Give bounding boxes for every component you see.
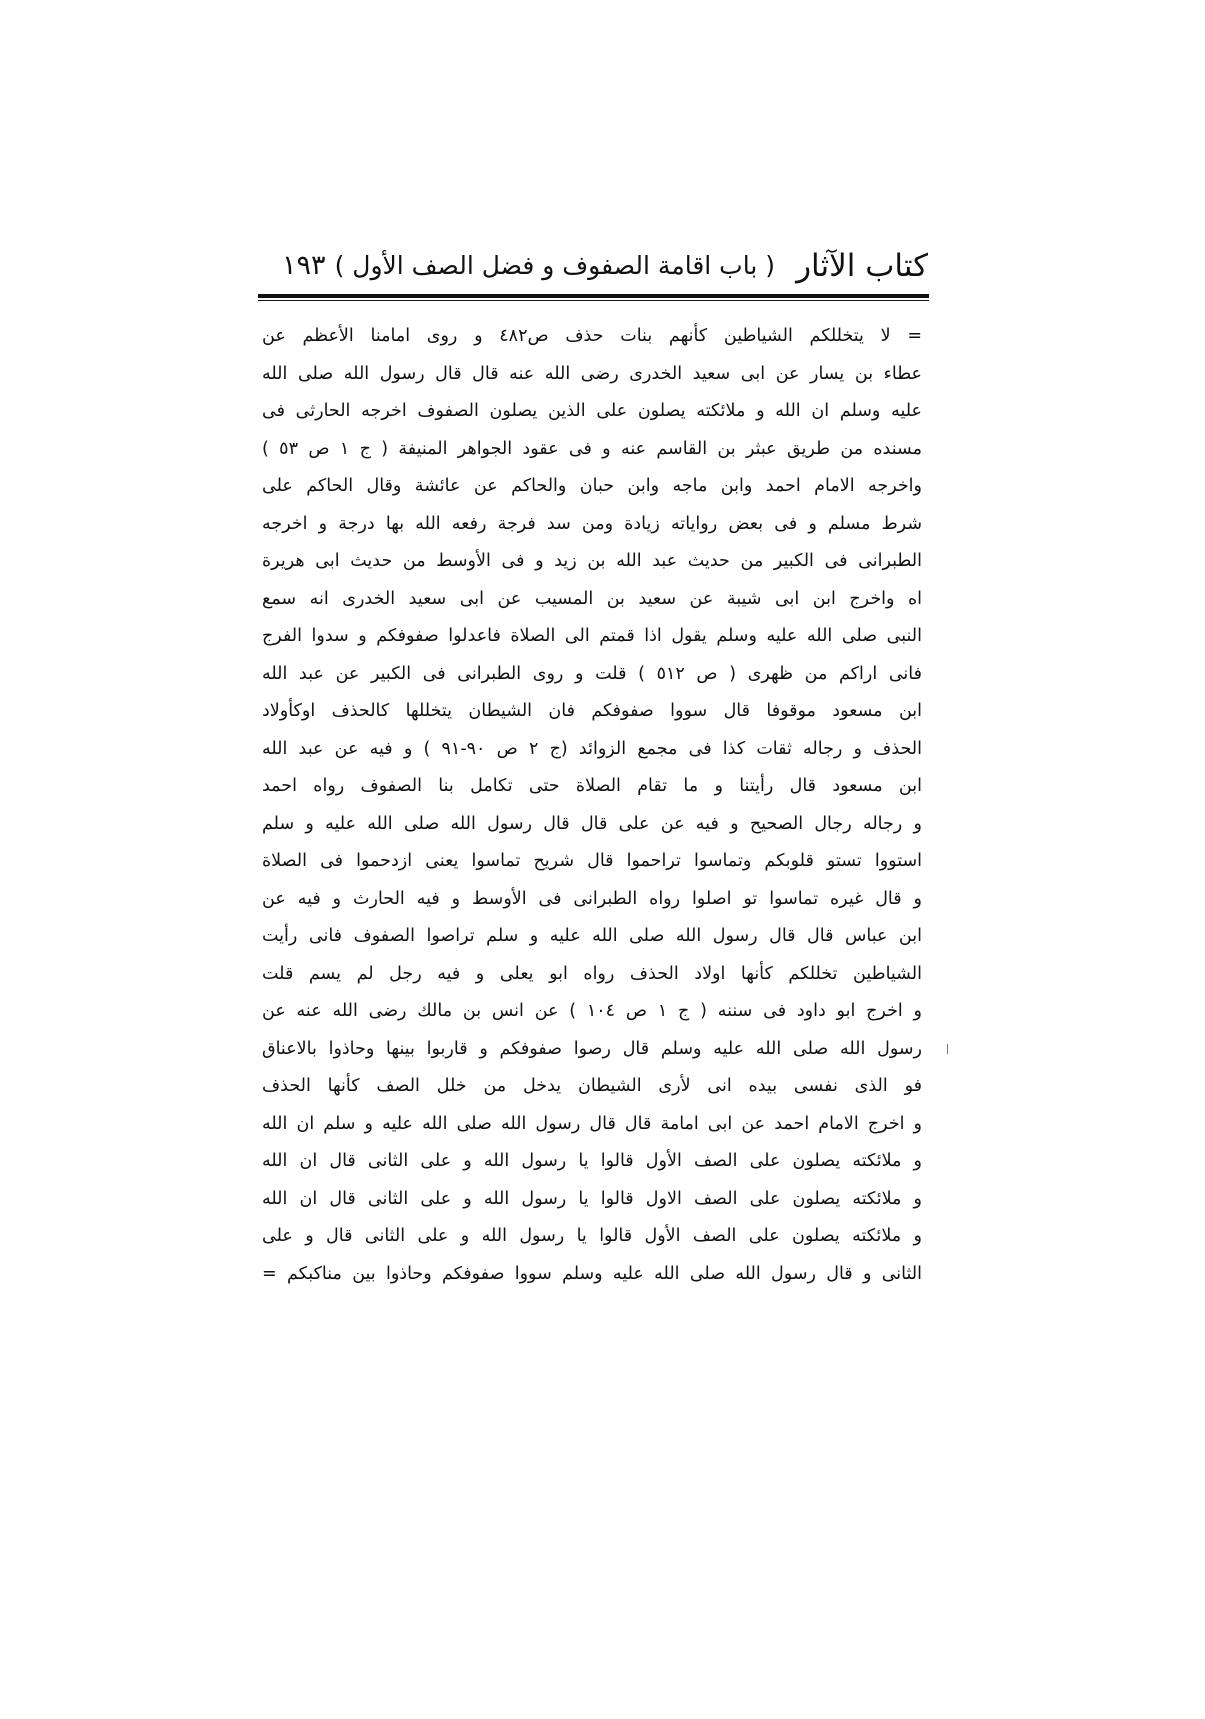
book-title: كتاب الآثار	[796, 248, 928, 284]
text-line: = لا يتخللكم الشياطين كأنهم بنات حذف ص٤٨٢ و روى امامنا الأعظم عن	[262, 326, 922, 346]
text-line: ابن مسعود موقوفا قال سووا صفوفكم فان الشيطان يتخللها كالحذف اوكأولاد	[262, 701, 922, 721]
header-rule-thin	[258, 300, 929, 301]
text-line: ابن عباس قال قال رسول الله صلى الله عليه و سلم تراصوا الصفوف فانى رأيت	[262, 926, 922, 946]
text-line: النبى صلى الله عليه وسلم يقول اذا قمتم الى الصلاة فاعدلوا صفوفكم و سدوا الفرج	[262, 626, 922, 646]
page-number: ١٩٣	[282, 250, 326, 281]
text-line: الحذف و رجاله ثقات كذا فى مجمع الزوائد (ج ٢ ص ٩٠-٩١ ) و فيه عن عبد الله	[262, 738, 922, 759]
text-line: فو الذى نفسى بيده انى لأرى الشيطان يدخل من خلل الصف كأنها الحذف	[262, 1076, 922, 1096]
text-line: عطاء بن يسار عن ابى سعيد الخدرى رضى الله عنه قال قال رسول الله صلى الله	[262, 363, 922, 384]
text-line: رسول الله صلى الله عليه وسلم قال رصوا صفوفكم و قاربوا بينها وحاذوا بالاعناق	[262, 1038, 922, 1059]
text-line: و ملائكته يصلون على الصف الأول قالوا يا رسول الله و على الثانى قال ان الله	[262, 1151, 922, 1171]
text-line: الشياطين تخللكم كأنها اولاد الحذف رواه ابو يعلى و فيه رجل لم يسم قلت	[262, 963, 922, 984]
text-line: الثانى و قال رسول الله صلى الله عليه وسلم سووا صفوفكم وحاذوا بين مناكبكم =	[262, 1263, 922, 1284]
text-line: و ملائكته يصلون على الصف الأول قالوا يا رسول الله و على الثانى قال و على	[262, 1226, 922, 1246]
text-line: شرط مسلم و فى بعض رواياته زيادة ومن سد فرجة رفعه الله بها درجة و اخرجه	[262, 513, 922, 534]
header-rule-thick	[258, 294, 929, 298]
text-line: مسنده من طريق عبثر بن القاسم عنه و فى عقود الجواهر المنيفة ( ج ١ ص ٥٣ )	[262, 438, 922, 459]
page-header	[258, 244, 928, 292]
text-line: و قال غيره تماسوا تو اصلوا رواه الطبرانى فى الأوسط و فيه الحارث و فيه عن	[262, 888, 922, 909]
text-line: و اخرج الامام احمد عن ابى امامة قال قال رسول الله صلى الله عليه و سلم ان الله	[262, 1113, 922, 1134]
text-line: و رجاله رجال الصحيح و فيه عن على قال قال رسول الله صلى الله عليه و سلم	[262, 813, 922, 834]
text-line: فانى اراكم من ظهرى ( ص ٥١٢ ) قلت و روى الطبرانى فى الكبير عن عبد الله	[262, 663, 922, 684]
text-line: استووا تستو قلوبكم وتماسوا تراحموا قال شريح تماسوا يعنى ازدحموا فى الصلاة	[262, 851, 922, 871]
chapter-title: ( باب اقامة الصفوف و فضل الصف الأول )	[334, 251, 775, 280]
text-line: الطبرانى فى الكبير من حديث عبد الله بن زيد و فى الأوسط من حديث ابى هريرة	[262, 551, 922, 571]
text-line: و ملائكته يصلون على الصف الاول قالوا يا رسول الله و على الثانى قال ان الله	[262, 1188, 922, 1209]
text-line: عليه وسلم ان الله و ملائكته يصلون على الذين يصلون الصفوف اخرجه الحارثى فى	[262, 401, 922, 421]
text-line: و اخرج ابو داود فى سننه ( ج ١ ص ١٠٤ ) عن انس بن مالك رضى الله عنه عن	[262, 1001, 922, 1021]
text-line: اه واخرج ابن ابى شيبة عن سعيد بن المسيب عن ابى سعيد الخدرى انه سمع	[262, 588, 922, 609]
text-line: ابن مسعود قال رأيتنا و ما تقام الصلاة حتى تكامل بنا الصفوف رواه احمد	[262, 776, 922, 796]
scan-mark	[947, 1044, 948, 1054]
body-text	[262, 318, 922, 1293]
text-line: واخرجه الامام احمد وابن ماجه وابن حبان والحاكم عن عائشة وقال الحاكم على	[262, 476, 922, 496]
